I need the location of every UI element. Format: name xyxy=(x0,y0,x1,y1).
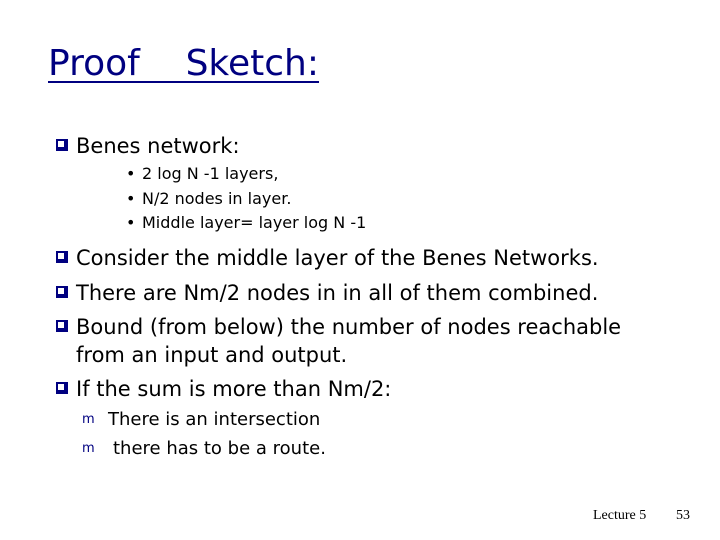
footer-page-number: 53 xyxy=(676,508,690,523)
bullet-text: Bound (from below) the number of nodes reachable xyxy=(76,315,622,339)
square-bullet-icon xyxy=(56,251,68,263)
bullet-text: Consider the middle layer of the Benes Networks. xyxy=(76,246,599,270)
footer-lecture-label: Lecture 5 xyxy=(593,508,647,523)
slide-title: Proof Sketch: xyxy=(48,43,320,84)
sub-point-text: There is an intersection xyxy=(108,409,321,430)
sub-bullet-text: Middle layer= layer log N -1 xyxy=(142,213,367,232)
bullet-text: from an input and output. xyxy=(76,343,348,367)
square-bullet-icon xyxy=(56,320,68,332)
sub-bullet-text: 2 log N -1 layers, xyxy=(142,164,279,183)
square-bullet-icon xyxy=(56,286,68,298)
bullet-text: There are Nm/2 nodes in in all of them combined. xyxy=(76,281,599,305)
square-bullet-icon xyxy=(56,382,68,394)
sub-point-text: there has to be a route. xyxy=(113,438,326,459)
m-bullet-icon: m xyxy=(82,441,95,456)
bullet-text: If the sum is more than Nm/2: xyxy=(76,377,392,401)
sub-bullet-text: N/2 nodes in layer. xyxy=(142,189,292,208)
dot-bullet-icon: • xyxy=(126,213,136,232)
m-bullet-icon: m xyxy=(82,412,95,427)
dot-bullet-icon: • xyxy=(126,189,136,208)
dot-bullet-icon: • xyxy=(126,164,136,183)
bullet-text: Benes network: xyxy=(76,134,240,158)
square-bullet-icon xyxy=(56,139,68,151)
